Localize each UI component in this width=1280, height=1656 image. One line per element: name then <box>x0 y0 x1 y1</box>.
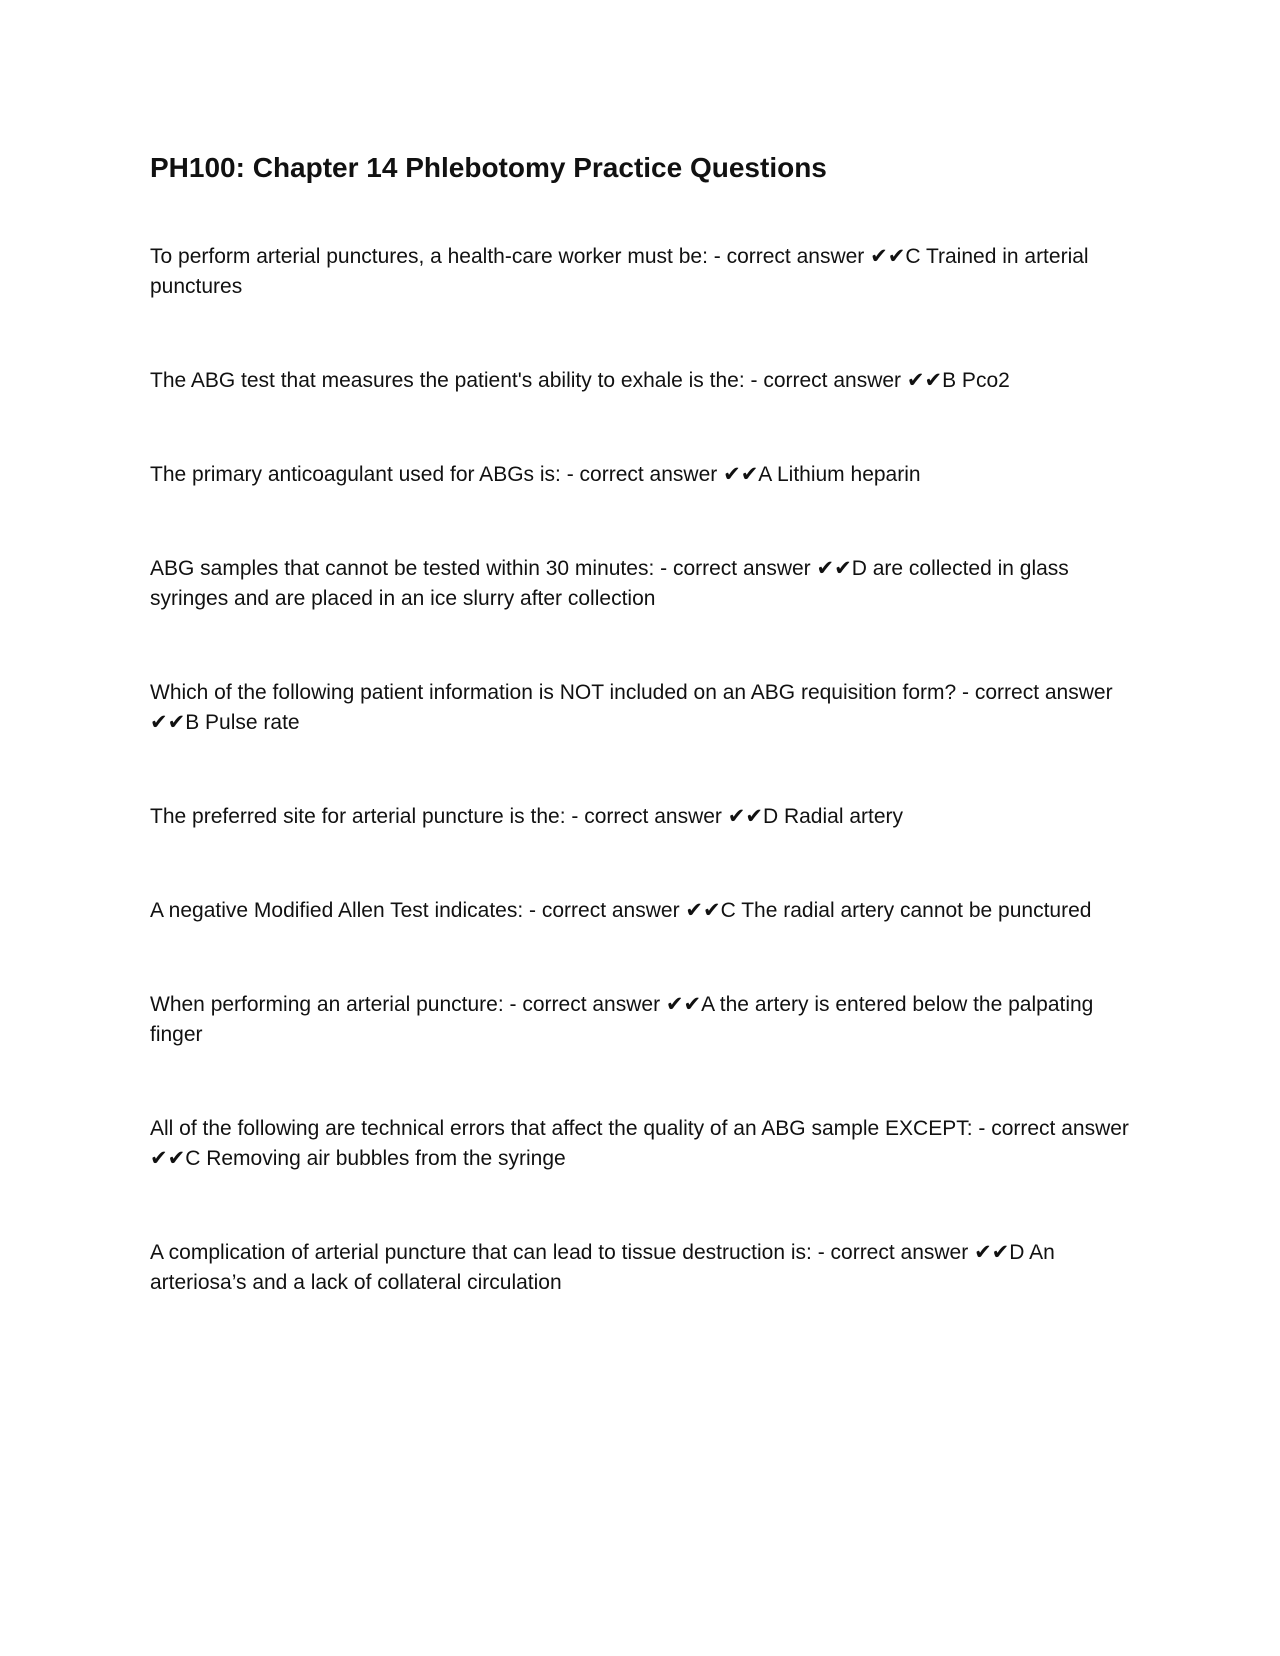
question-text: The preferred site for arterial puncture is the: <box>150 805 566 828</box>
check-mark-icon: ✔✔ <box>727 805 763 828</box>
question-item-8 <box>150 990 1140 1050</box>
answer-separator: - correct answer <box>503 993 666 1016</box>
question-text: A negative Modified Allen Test indicates: <box>150 899 524 922</box>
question-item-3 <box>150 460 1140 490</box>
answer-text: A Lithium heparin <box>758 463 921 486</box>
check-mark-icon: ✔✔ <box>150 711 186 734</box>
answer-text: C Removing air bubbles from the syringe <box>185 1147 566 1170</box>
question-list <box>150 242 1140 1298</box>
question-item-9 <box>150 1114 1140 1174</box>
page-title: PH100: Chapter 14 Phlebotomy Practice Questions <box>150 152 827 183</box>
question-item-5 <box>150 678 1140 738</box>
question-item-7 <box>150 896 1140 926</box>
answer-text: D Radial artery <box>762 805 904 828</box>
question-item-4 <box>150 554 1140 614</box>
answer-separator: - correct answer <box>654 557 817 580</box>
check-mark-icon: ✔✔ <box>665 993 702 1016</box>
answer-text: D An arteriosa’s and a lack of collateral circulation <box>150 1241 1055 1294</box>
check-mark-icon: ✔✔ <box>150 1147 186 1170</box>
answer-text: C The radial artery cannot be punctured <box>720 899 1092 922</box>
answer-separator: - correct answer <box>811 1241 975 1264</box>
answer-text: A the artery is entered below the palpating finger <box>150 993 1094 1046</box>
answer-separator: - correct answer <box>560 463 724 486</box>
answer-separator: - correct answer <box>523 899 686 922</box>
question-text: ABG samples that cannot be tested within 30 minutes: <box>150 557 655 580</box>
answer-text: B Pco2 <box>942 369 1010 392</box>
answer-separator: - correct answer <box>972 1117 1129 1140</box>
answer-text: B Pulse rate <box>185 711 300 734</box>
question-text: A complication of arterial puncture that can lead to tissue destruction is: <box>150 1241 812 1264</box>
question-item-2 <box>150 366 1140 396</box>
check-mark-icon: ✔✔ <box>723 463 759 486</box>
answer-text: C Trained in arterial punctures <box>150 245 1089 298</box>
check-mark-icon: ✔✔ <box>974 1241 1010 1264</box>
check-mark-icon: ✔✔ <box>685 899 721 922</box>
answer-separator: - correct answer <box>956 681 1113 704</box>
document-page <box>150 150 1140 1362</box>
question-item-6 <box>150 802 1140 832</box>
question-text: All of the following are technical errors that affect the quality of an ABG sample EXCEPT: <box>150 1117 973 1140</box>
check-mark-icon: ✔✔ <box>816 557 852 580</box>
check-mark-icon: ✔✔ <box>870 245 906 268</box>
question-item-10 <box>150 1238 1140 1298</box>
answer-text: D are collected in glass syringes and are placed in an ice slurry after collection <box>150 557 1069 610</box>
answer-separator: - correct answer <box>707 245 871 268</box>
question-text: The primary anticoagulant used for ABGs is: <box>150 463 561 486</box>
answer-separator: - correct answer <box>565 805 728 828</box>
check-mark-icon: ✔✔ <box>906 369 943 392</box>
question-item-1 <box>150 242 1140 302</box>
question-text: To perform arterial punctures, a health-care worker must be: <box>150 245 708 268</box>
answer-separator: - correct answer <box>744 369 907 392</box>
question-text: The ABG test that measures the patient's ability to exhale is the: <box>150 369 745 392</box>
question-text: When performing an arterial puncture: <box>150 993 504 1016</box>
question-text: Which of the following patient information is NOT included on an ABG requisition form? <box>150 681 957 704</box>
